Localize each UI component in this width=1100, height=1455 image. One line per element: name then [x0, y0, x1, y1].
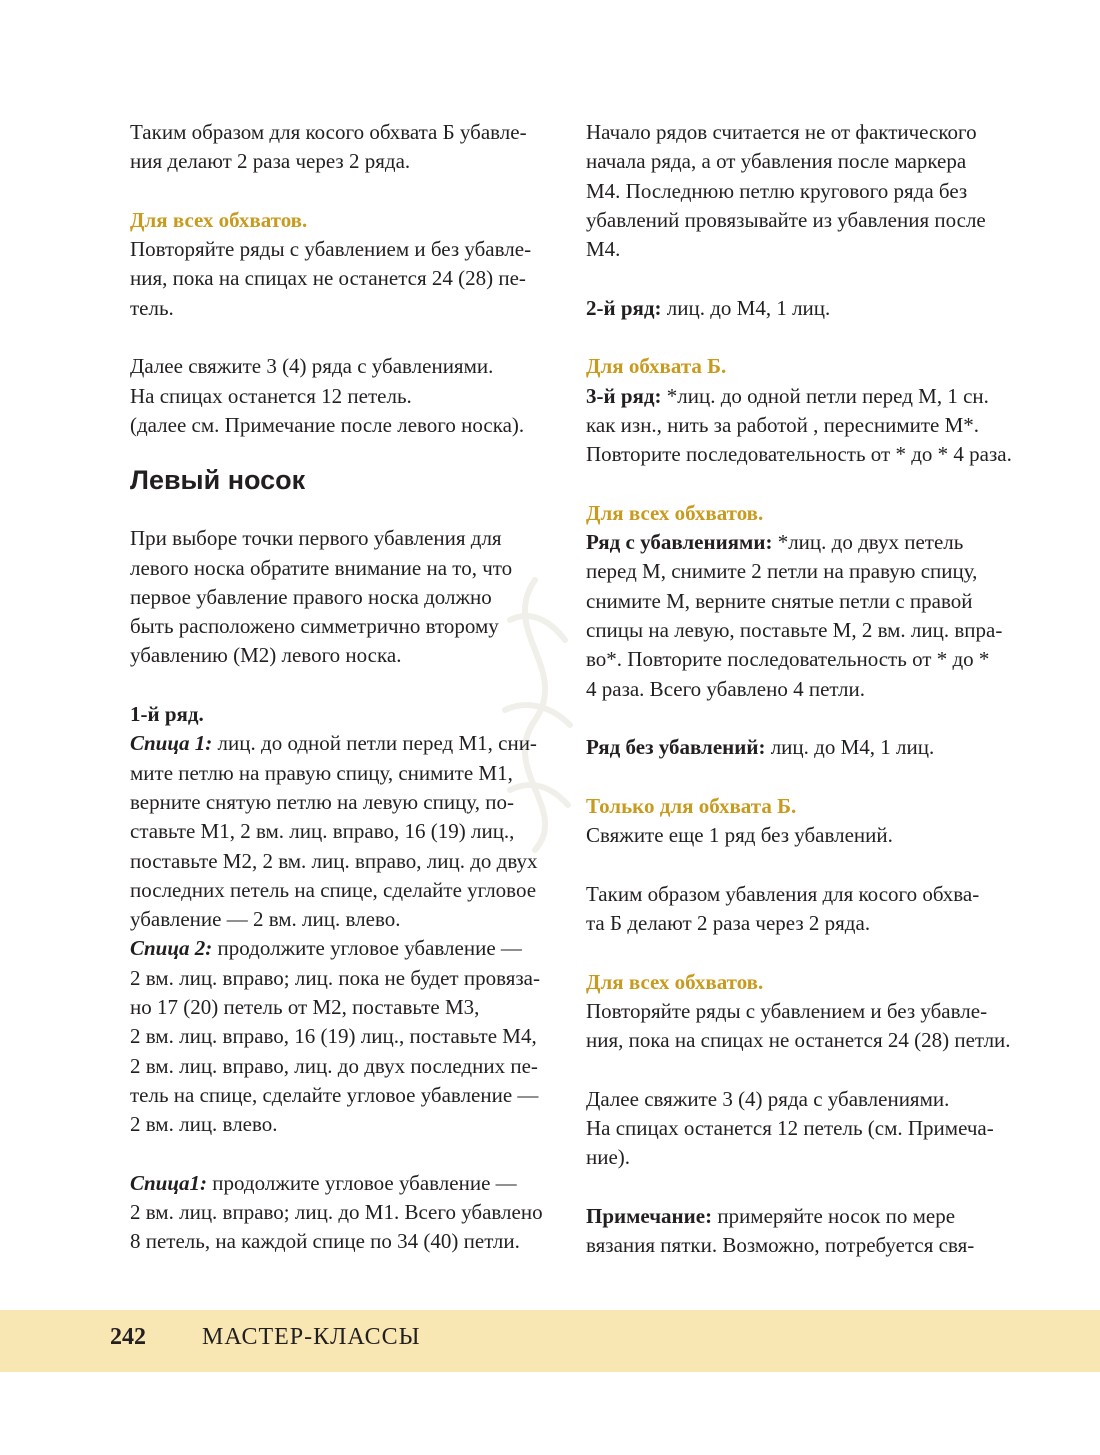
heading-all-girths-3: Для всех обхватов. — [586, 969, 764, 994]
row-3-instructions: 3-й ряд: *лиц. до одной петли перед М, 1 сн. как изн., нить за работой , переснимите М*. Повторите последовательность от * до * 4 раза. — [586, 383, 1012, 467]
section-title-left-sock: Левый носок — [130, 465, 306, 496]
section-name: МАСТЕР-КЛАССЫ — [202, 1324, 421, 1350]
heading-only-girth-b: Только для обхвата Б. — [586, 793, 797, 818]
footer-band — [0, 1310, 1100, 1372]
no-decrease-row-instructions: Ряд без убавлений: лиц. до М4, 1 лиц. — [586, 735, 935, 760]
needle-1-instructions: Спица 1: лиц. до одной петли перед М1, сни- мите петлю на правую спицу, снимите М1, верните снятую петлю на левую спицу, по- ставьте М1, 2 вм. лиц. вправо, 16 (19) лиц., поставьте М2, 2 вм. лиц. вправо, лиц. до двух последних петель на спице, сделайте угловое убавление — 2 вм. лиц. влево. — [130, 731, 538, 932]
row-2-instructions: 2-й ряд: лиц. до М4, 1 лиц. — [586, 295, 831, 320]
paragraph-one-more-row: Свяжите еще 1 ряд без убавлений. — [586, 823, 893, 848]
heading-all-girths: Для всех обхватов. — [130, 207, 308, 232]
needle-2-instructions: Спица 2: продолжите угловое убавление — 2 вм. лиц. вправо; лиц. пока не будет провяза- но 17 (20) петель от М2, поставьте М3, 2 вм. лиц. вправо, 16 (19) лиц., поставьте М4, 2 вм. лиц. вправо, лиц. до двух последних пе- тель на спице, сделайте угловое убавление — 2 вм. лиц. влево. — [130, 936, 540, 1137]
needle-1-continue-instructions: Спица1: продолжите угловое убавление — 2 вм. лиц. вправо; лиц. до М1. Всего убавлено 8 петель, на каждой спице по 34 (40) петли. — [130, 1170, 543, 1254]
left-column — [130, 118, 555, 1257]
paragraph-row-start: Начало рядов считается не от фактического начала ряда, а от убавления после маркера М4. Последнюю петлю кругового ряда без убавлений провязывайте из убавления после М4. — [586, 120, 986, 262]
heading-girth-b: Для обхвата Б. — [586, 354, 727, 379]
note-paragraph: Примечание: примеряйте носок по мере вязания пятки. Возможно, потребуется свя- — [586, 1203, 975, 1258]
heading-all-girths-2: Для всех обхватов. — [586, 500, 764, 525]
paragraph-diagonal-girth-2: Таким образом убавления для косого обхва- та Б делают 2 раза через 2 ряда. — [586, 881, 980, 936]
row-1-title: 1-й ряд. — [130, 702, 204, 727]
paragraph-repeat-rows-2: Повторяйте ряды с убавлением и без убавле- ния, пока на спицах не останется 24 (28) петли. — [586, 998, 1011, 1053]
paragraph-repeat-rows: Повторяйте ряды с убавлением и без убавле- ния, пока на спицах не останется 24 (28) пе- тель. — [130, 237, 532, 320]
paragraph-diagonal-girth: Таким образом для косого обхвата Б убавле- ния делают 2 раза через 2 ряда. — [130, 120, 527, 174]
paragraph-first-decrease: При выборе точки первого убавления для левого носка обратите внимание на то, что первое убавление правого носка должно быть расположено симметрично второму убавлению (М2) левого носка. — [130, 526, 513, 668]
page-number: 242 — [110, 1324, 146, 1350]
decrease-row-instructions: Ряд с убавлениями: *лиц. до двух петель перед М, снимите 2 петли на правую спицу, снимите М, верните снятые петли с правой спицы на левую, поставьте М, 2 вм. лиц. впра- во*. Повторите последовательность от * до * 4 раза. Всего убавлено 4 петли. — [586, 530, 1003, 701]
paragraph-decrease-rows-2: Далее свяжите 3 (4) ряда с убавлениями. На спицах останется 12 петель (см. Примеча- ние). — [586, 1086, 994, 1170]
paragraph-decrease-rows: Далее свяжите 3 (4) ряда с убавлениями. На спицах останется 12 петель. (далее см. Примечание после левого носка). — [130, 354, 525, 437]
right-column — [586, 118, 1016, 1261]
